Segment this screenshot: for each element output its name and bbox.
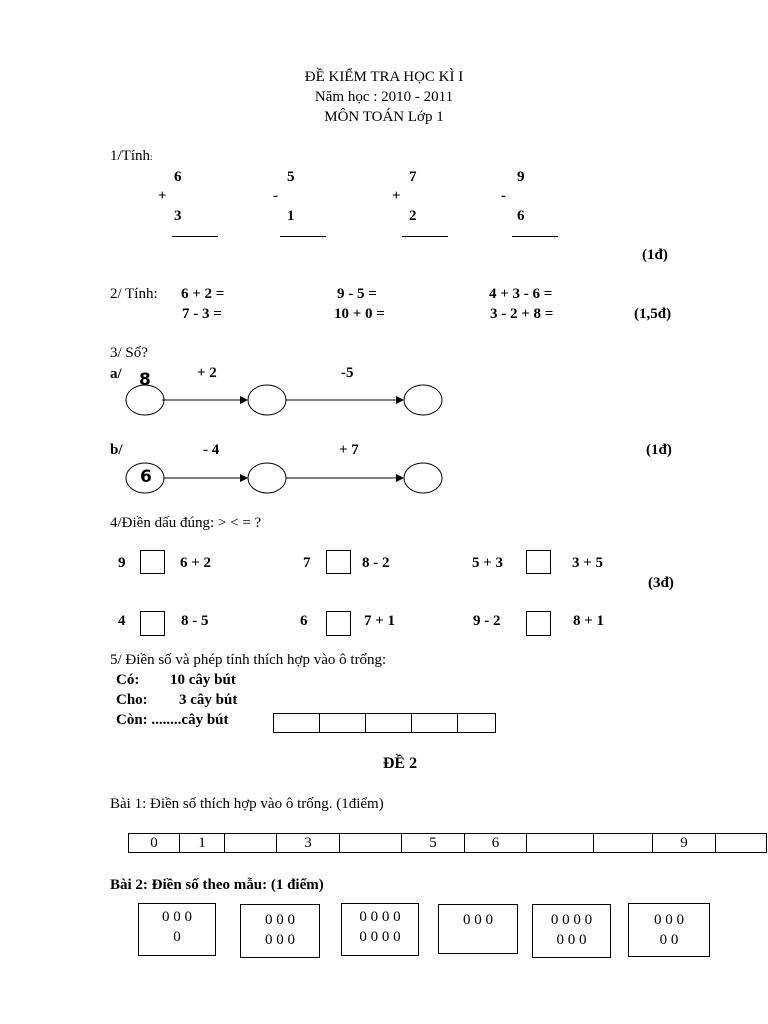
q1-answer-line — [512, 236, 558, 237]
q5-label: 5/ Điền số và phép tính thích hợp vào ô trống: — [110, 652, 387, 668]
q5-answer-cell[interactable] — [366, 714, 412, 733]
q4-sign-box[interactable] — [526, 611, 551, 636]
q3a-operation-2: -5 — [341, 365, 354, 381]
count-line-1: 0 0 0 — [265, 912, 295, 928]
q3b-start-number: 6 — [140, 467, 152, 487]
q2-score: (1,5đ) — [634, 306, 672, 322]
q4-sign-box[interactable] — [326, 550, 351, 574]
q5-co-label: Có: — [116, 672, 140, 688]
q1-bottom-number: 2 — [409, 208, 417, 224]
q4-right-expression: 8 - 5 — [181, 613, 209, 629]
arrow-head-icon — [240, 474, 248, 482]
q3b-label: b/ — [110, 442, 123, 458]
bai2-count-box — [138, 903, 216, 956]
bai2-count-box — [532, 904, 611, 958]
q2-label: 2/ Tính: — [110, 286, 158, 302]
count-line-1: 0 0 0 — [463, 912, 493, 928]
q3a-number-chain — [120, 380, 450, 420]
q5-answer-cell[interactable] — [412, 714, 458, 733]
school-year: Năm học : 2010 - 2011 — [314, 89, 454, 105]
q2-expression: 10 + 0 = — [334, 306, 385, 322]
bai2-count-box — [628, 903, 710, 957]
count-line-2: 0 0 0 — [265, 932, 295, 948]
bai1-cell[interactable]: 0 — [129, 834, 180, 853]
bai1-cell[interactable] — [594, 834, 653, 853]
q3a-start-number: 8 — [139, 370, 151, 390]
count-line-2: 0 0 0 0 — [359, 929, 401, 945]
q3b-operation-1: - 4 — [203, 442, 220, 458]
q5-answer-cell[interactable] — [458, 714, 496, 733]
answer-circle[interactable] — [404, 463, 442, 493]
q2-expression: 6 + 2 = — [181, 286, 225, 302]
q1-operator: - — [501, 188, 506, 204]
q4-right-expression: 3 + 5 — [572, 555, 604, 571]
answer-circle[interactable] — [248, 385, 286, 415]
count-line-2: 0 — [173, 929, 181, 945]
q1-top-number: 9 — [517, 169, 525, 185]
bai1-cell[interactable] — [225, 834, 277, 853]
q5-co-value: 10 cây bút — [170, 672, 236, 688]
q1-answer-line — [280, 236, 326, 237]
q4-right-expression: 6 + 2 — [180, 555, 212, 571]
arrow-head-icon — [396, 474, 404, 482]
answer-circle[interactable] — [248, 463, 286, 493]
arrow-head-icon — [396, 396, 404, 404]
q4-sign-box[interactable] — [526, 550, 551, 574]
exam-title: ĐỀ KIỂM TRA HỌC KÌ I — [304, 69, 464, 85]
arrow-head-icon — [240, 396, 248, 404]
q5-answer-cell[interactable] — [320, 714, 366, 733]
q4-label: 4/Điền dấu đúng: > < = ? — [110, 515, 262, 531]
q3b-operation-2: + 7 — [339, 442, 359, 458]
q3-score: (1đ) — [646, 442, 672, 458]
bai1-cell[interactable] — [340, 834, 402, 853]
bai2-count-box — [240, 904, 320, 958]
q1-answer-line — [402, 236, 448, 237]
count-line-1: 0 0 0 0 — [359, 909, 401, 925]
q3a-operation-1: + 2 — [197, 365, 217, 381]
q4-sign-box[interactable] — [140, 550, 165, 574]
bai1-cell[interactable]: 9 — [653, 834, 716, 853]
q5-cho-value: 3 cây bút — [179, 692, 238, 708]
q4-left-expression: 7 — [303, 555, 311, 571]
q4-sign-box[interactable] — [140, 611, 165, 636]
bai1-cell[interactable] — [527, 834, 594, 853]
q4-right-expression: 8 + 1 — [573, 613, 605, 629]
bai1-cell[interactable]: 3 — [277, 834, 340, 853]
q4-left-expression: 9 — [118, 555, 126, 571]
bai1-cell[interactable]: 5 — [402, 834, 465, 853]
q5-answer-cell[interactable] — [274, 714, 320, 733]
q5-con-label: Còn: ........cây bút — [116, 712, 229, 728]
subject-line: MÔN TOÁN Lớp 1 — [324, 109, 444, 125]
q1-bottom-number: 3 — [174, 208, 182, 224]
q1-operator: + — [392, 188, 401, 204]
bai2-label: Bài 2: Điền số theo mẫu: (1 điểm) — [110, 877, 324, 893]
q5-cho-label: Cho: — [116, 692, 148, 708]
bai1-cell[interactable]: 1 — [180, 834, 225, 853]
q2-expression: 4 + 3 - 6 = — [489, 286, 553, 302]
count-line-2: 0 0 0 — [556, 932, 587, 948]
q1-top-number: 6 — [174, 169, 182, 185]
bai1-cell[interactable] — [716, 834, 767, 853]
q2-expression: 3 - 2 + 8 = — [490, 306, 554, 322]
count-line-1: 0 0 0 — [162, 909, 192, 925]
q4-left-expression: 9 - 2 — [473, 613, 501, 629]
q4-right-expression: 8 - 2 — [362, 555, 390, 571]
q1-operator: - — [273, 188, 278, 204]
q1-top-number: 5 — [287, 169, 295, 185]
q1-label: 1/Tính: — [110, 148, 153, 164]
count-line-1: 0 0 0 — [654, 912, 684, 928]
count-line-2: 0 0 — [659, 932, 679, 948]
q4-sign-box[interactable] — [326, 611, 351, 636]
q3b-number-chain — [120, 458, 450, 498]
q3-label: 3/ Số? — [110, 345, 148, 361]
q2-expression: 7 - 3 = — [182, 306, 222, 322]
bai2-count-box — [341, 903, 419, 956]
bai1-cell[interactable]: 6 — [465, 834, 527, 853]
bai2-count-box — [438, 904, 518, 954]
q4-score: (3đ) — [648, 575, 674, 591]
bai1-label: Bài 1: Điền số thích hợp vào ô trống. (1điểm) — [110, 796, 384, 812]
q1-operator: + — [158, 188, 167, 204]
q2-expression: 9 - 5 = — [337, 286, 377, 302]
q4-left-expression: 5 + 3 — [472, 555, 504, 571]
q5-answer-boxes — [273, 713, 496, 733]
q1-top-number: 7 — [409, 169, 417, 185]
q4-left-expression: 6 — [300, 613, 308, 629]
de2-title: ĐỀ 2 — [382, 755, 418, 772]
q1-score: (1đ) — [642, 247, 668, 263]
q4-left-expression: 4 — [118, 613, 126, 629]
q1-bottom-number: 1 — [287, 208, 295, 224]
q1-bottom-number: 6 — [517, 208, 525, 224]
q3a-label: a/ — [110, 366, 122, 382]
answer-circle[interactable] — [404, 385, 442, 415]
q4-right-expression: 7 + 1 — [364, 613, 396, 629]
bai1-number-row — [128, 833, 767, 853]
count-line-1: 0 0 0 0 — [550, 912, 593, 928]
q1-answer-line — [172, 236, 218, 237]
